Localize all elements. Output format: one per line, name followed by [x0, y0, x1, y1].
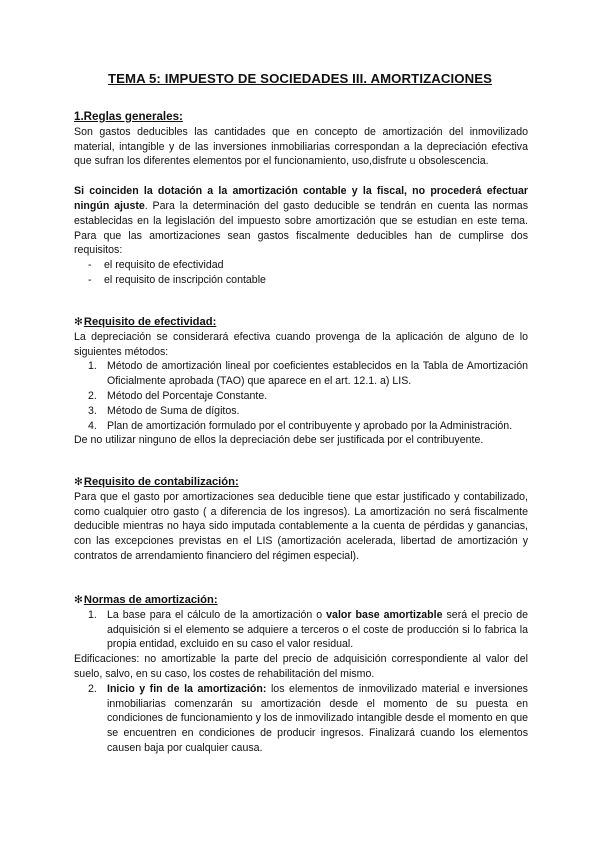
list-item	[74, 682, 528, 756]
bold-text: valor base amortizable	[326, 608, 443, 621]
section-accounting	[74, 475, 528, 564]
section-heading: Requisito de contabilización:	[83, 476, 239, 488]
list-item-text: el requisito de inscripción contable	[104, 273, 266, 286]
text: . Para la determinación del gasto deducible se tendrán en cuenta las normas establecidas en la legislación del impuesto sobre amortización que se estudian en este tema. Para que las amortizaciones sean gastos fiscalmente deducibles han de cumplirse dos requisitos:	[74, 199, 528, 257]
section-heading-row	[74, 475, 528, 490]
page-title: TEMA 5: IMPUESTO DE SOCIEDADES III. AMORTIZACIONES	[107, 71, 493, 86]
list-item-text: Método de amortización lineal por coeficientes establecidos en la Tabla de Amortización Oficialmente aprobada (TAO) que aparece en el art. 12.1. a) LIS.	[107, 360, 528, 388]
list-item	[74, 404, 528, 419]
list-item	[74, 273, 528, 288]
section-amortization-rules	[74, 593, 528, 756]
list-number: 2.	[88, 389, 97, 402]
asterisk-icon: ✻	[74, 316, 83, 328]
text: será el precio de adquisición si el elemento se adquiere a terceros o el coste de producción si lo fabrica la propia entidad, excluido en su caso el valor residual.	[107, 608, 528, 651]
asterisk-icon: ✻	[74, 476, 83, 488]
bold-text: Si coinciden la dotación a la amortización contable y la fiscal, no procederá efectuar ningún ajuste	[74, 185, 528, 212]
list-item	[74, 258, 528, 273]
list-item-text	[107, 608, 528, 652]
paragraph: Edificaciones: no amortizable la parte del precio de adquisición correspondiente al valor del suelo, salvo, en su caso, los costes de rehabilitación del mismo.	[74, 653, 528, 680]
list-item-text: Plan de amortización formulado por el contribuyente y aprobado por la Administración.	[107, 419, 513, 432]
section-heading: 1.Reglas generales:	[74, 110, 183, 123]
list-number: 1.	[88, 608, 97, 621]
list-item	[74, 608, 528, 652]
section-heading-row	[74, 593, 528, 608]
paragraph: La depreciación se considerará efectiva cuando provenga de la aplicación de alguno de lo siguientes métodos:	[74, 330, 528, 358]
list-item-text: el requisito de efectividad	[104, 259, 224, 272]
section-heading: Normas de amortización:	[83, 594, 218, 606]
section-general-rules	[74, 110, 528, 288]
bullet-marker: -	[88, 259, 92, 272]
list-item-text: Método del Porcentaje Constante.	[107, 389, 268, 402]
list-number: 1.	[88, 360, 97, 373]
asterisk-icon: ✻	[74, 594, 83, 606]
list-item-text	[107, 682, 528, 756]
list-item	[74, 359, 528, 389]
list-item	[74, 389, 528, 404]
section-heading: Requisito de efectividad:	[83, 316, 217, 328]
paragraph: Son gastos deducibles las cantidades que en concepto de amortización del inmovilizado material, intangible y de las inversiones inmobiliarias correspondan a la depreciación efectiva que sufran los diferentes elementos por el funcionamiento, uso,disfrute u obsolescencia.	[74, 125, 528, 168]
list-number: 4.	[88, 419, 97, 432]
list-item-text: Método de Suma de dígitos.	[107, 404, 240, 417]
list-item	[74, 419, 528, 434]
list-number: 2.	[88, 682, 97, 695]
section-effectiveness	[74, 315, 528, 448]
bold-text: Inicio y fin de la amortización:	[107, 682, 267, 695]
paragraph	[74, 184, 528, 258]
list-number: 3.	[88, 404, 97, 417]
text: los elementos de inmovilizado material e inversiones inmobiliarias comenzarán su amortización desde el momento de su puesta en condiciones de funcionamiento y los de inmovilizado intangible desde el momento en que se encuentren en condiciones de producir ingresos. Finalizará cuando los elementos causen baja por cualquier causa.	[107, 682, 528, 754]
bullet-marker: -	[88, 273, 92, 286]
text: La base para el cálculo de la amortización o	[107, 608, 327, 621]
section-heading-row	[74, 315, 528, 330]
paragraph: De no utilizar ninguno de ellos la depreciación debe ser justificada por el contribuyente.	[74, 434, 484, 447]
paragraph: Para que el gasto por amortizaciones sea deducible tiene que estar justificado y contabilizado, como cualquier otro gasto ( a diferencia de los ingresos). La amortización no será fiscalmente deducible mientras no haya sido imputada contablemente a la cuenta de pérdidas y ganancias, con las excepciones previstas en el LIS (amortización acelerada, libertad de amortización y contratos de arrendamiento financiero del régimen especial).	[74, 490, 528, 562]
